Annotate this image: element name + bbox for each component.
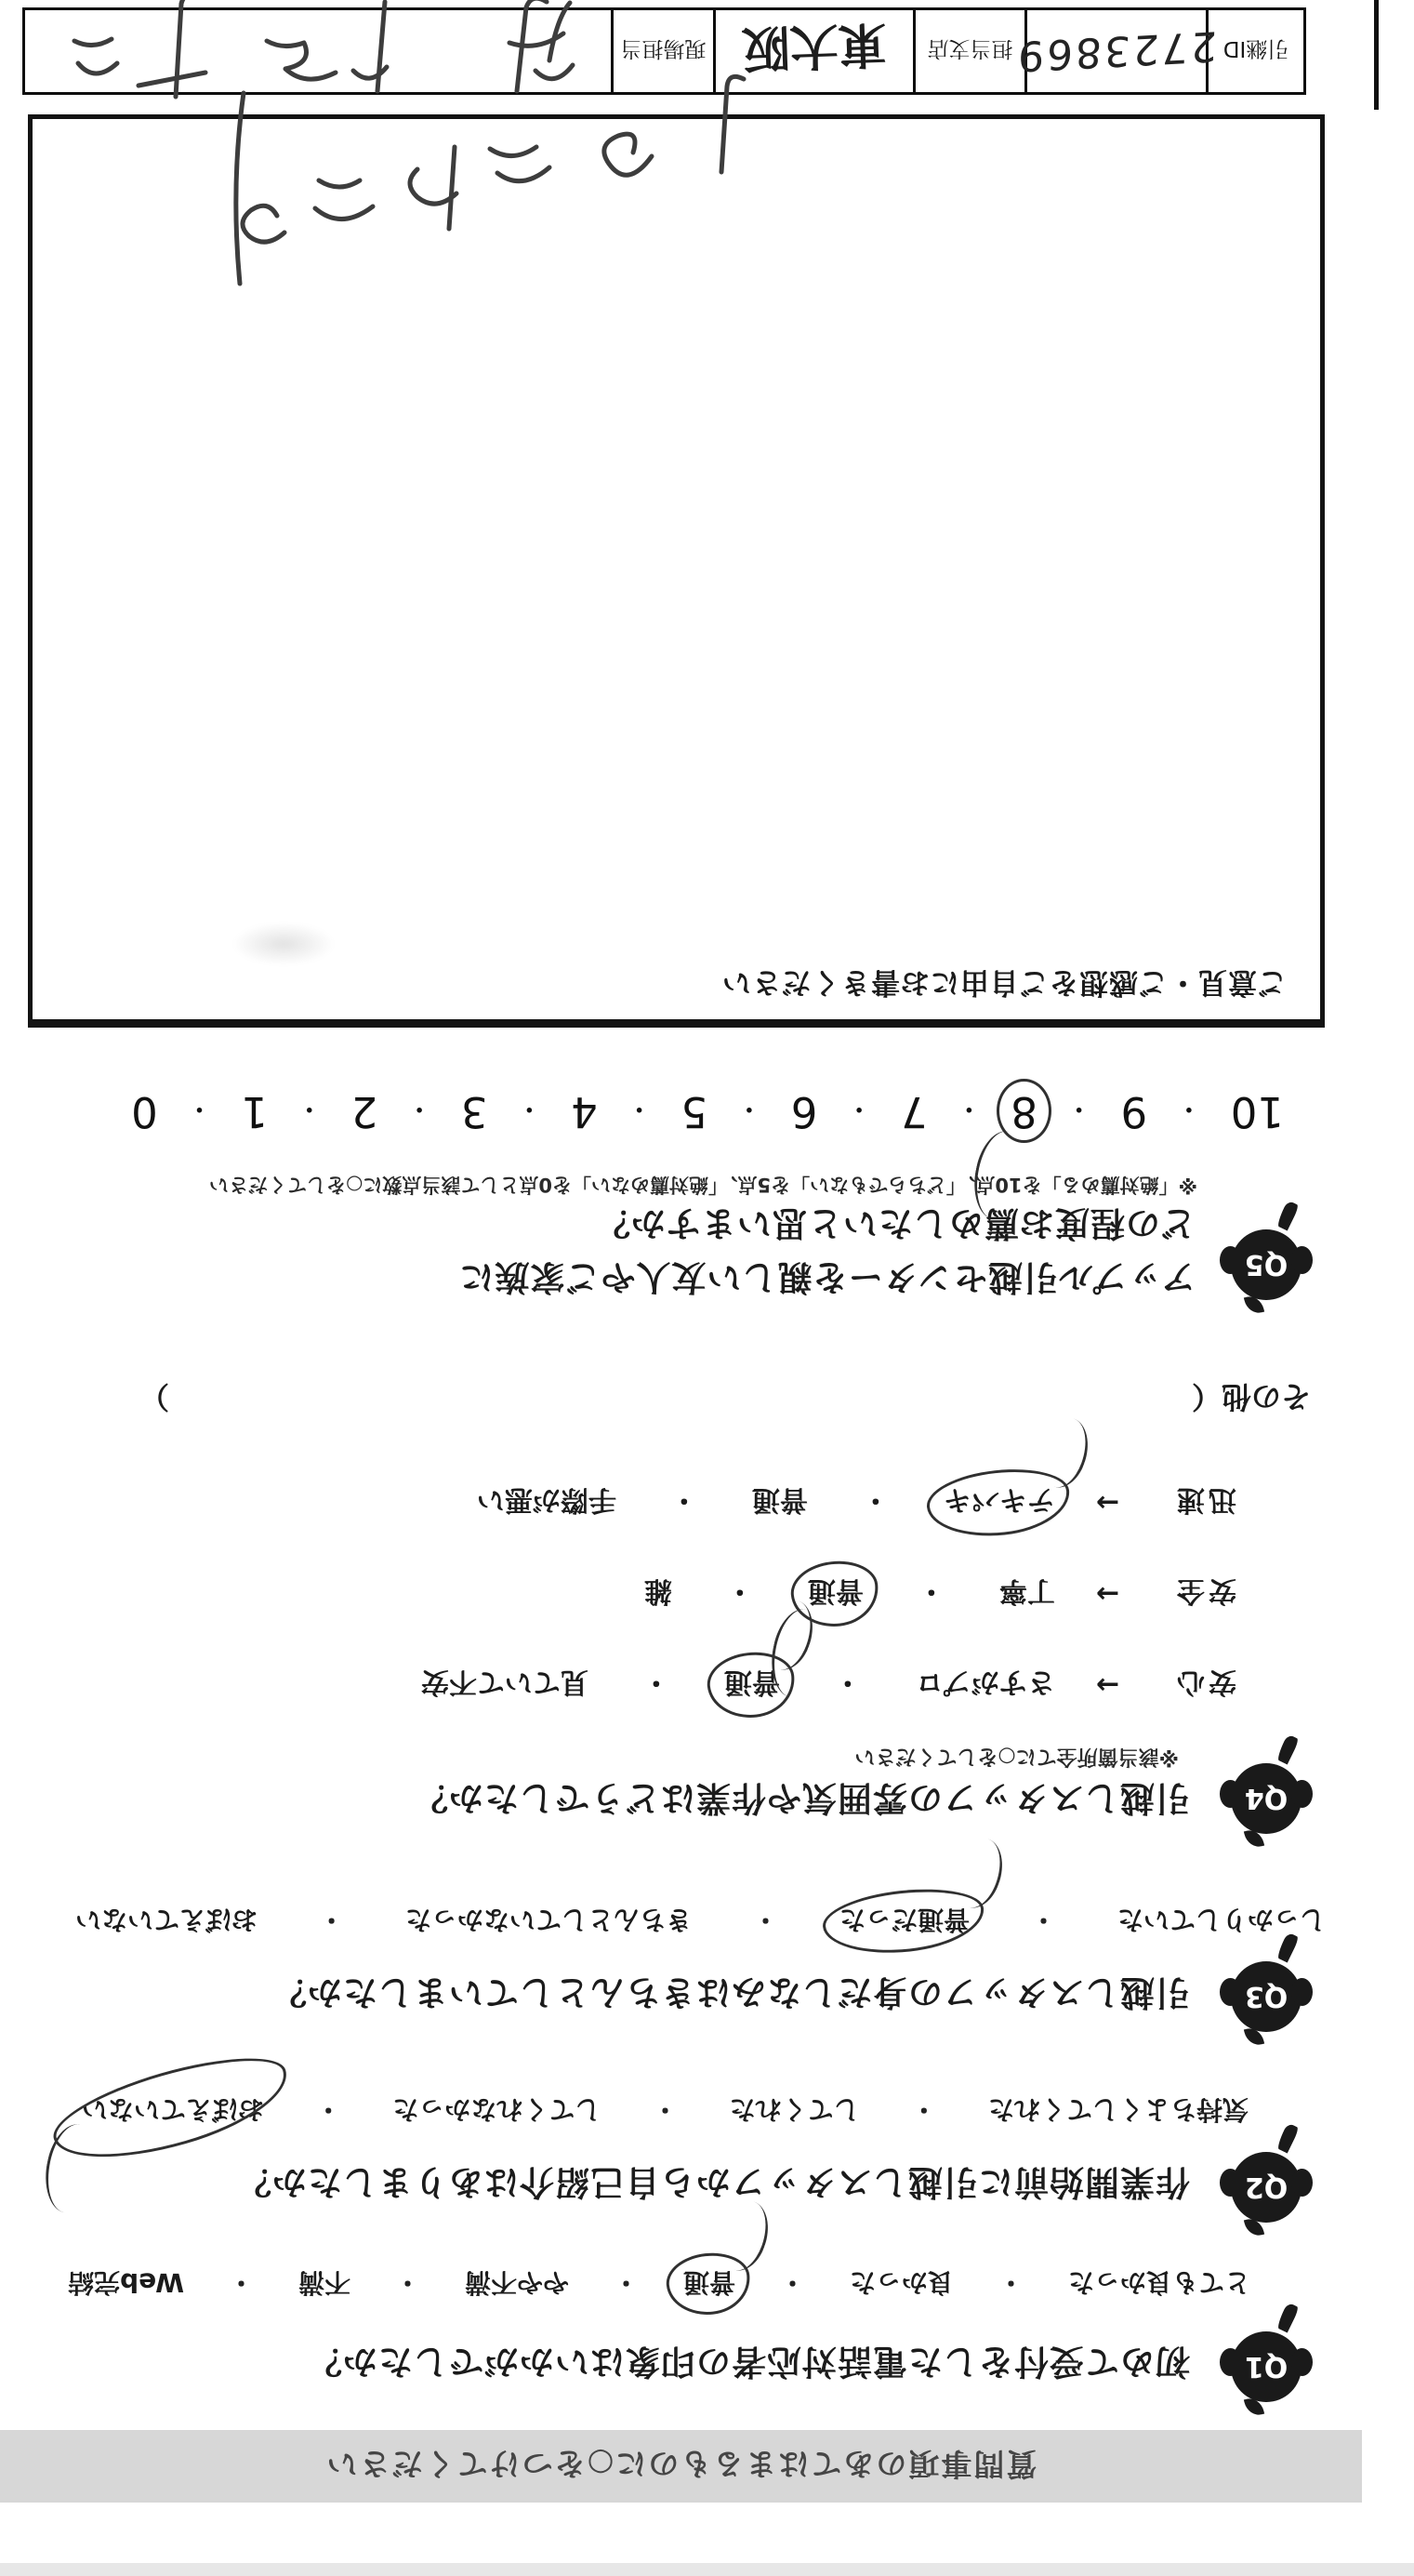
- option-separator: ・: [669, 1483, 698, 1516]
- arrow-icon: →: [1095, 1577, 1119, 1611]
- badge-tail-icon: [1275, 1200, 1300, 1230]
- option-separator: ・: [910, 2094, 937, 2125]
- option-circled: 普通: [808, 1573, 864, 1614]
- scale-number: 10: [1230, 1087, 1284, 1136]
- scale-number-circled: 8: [1011, 1087, 1037, 1136]
- q1-badge: [1231, 2331, 1302, 2402]
- option-separator: ・: [861, 1483, 890, 1516]
- handwritten-branch: 東大阪: [740, 15, 888, 77]
- q5-badge: [1231, 1229, 1302, 1300]
- q5-badge-label: Q5: [1244, 1248, 1288, 1281]
- scale-separator: ・: [955, 1092, 984, 1125]
- option: やや不満: [464, 2267, 569, 2298]
- option: 不満: [297, 2267, 350, 2298]
- scan-smudge: [232, 923, 335, 965]
- q5-score-scale: [131, 1087, 1284, 1136]
- option: 普通: [751, 1483, 808, 1516]
- option: しっかりしていた: [1117, 1905, 1326, 1935]
- scale-separator: ・: [734, 1092, 763, 1125]
- scale-number: 3: [460, 1087, 488, 1136]
- q5-question-line2: どの程度お薦めしたいと思いますか？: [595, 1203, 1196, 1243]
- option: 良かった: [849, 2267, 954, 2298]
- scale-number: 9: [1120, 1087, 1148, 1136]
- option: してくれなかった: [392, 2094, 601, 2125]
- comment-box-label: ご意見・ご感想をご自由にお書きください: [721, 965, 1287, 999]
- badge-leaf-icon: [1244, 2025, 1264, 2048]
- q4-badge: [1231, 1763, 1302, 1834]
- other-paren-close: ）: [139, 1379, 169, 1414]
- q3-badge: [1231, 1961, 1302, 2032]
- scale-number: 7: [900, 1087, 928, 1136]
- instruction-banner: [0, 2430, 1362, 2503]
- option-circled: おぼえていない: [82, 2092, 264, 2130]
- scale-number: 4: [571, 1087, 598, 1136]
- badge-tail-icon: [1275, 2122, 1300, 2153]
- field-label-staff: 現場担当: [611, 10, 713, 92]
- option-separator: ・: [318, 1905, 345, 1935]
- option: とても良かった: [1067, 2267, 1250, 2298]
- option-separator: ・: [998, 2267, 1024, 2298]
- scan-artifact-line: [1374, 0, 1379, 110]
- other-label: その他: [1221, 1379, 1311, 1414]
- option-circled: 普通: [683, 2265, 735, 2303]
- option-separator: ・: [752, 1905, 779, 1935]
- scale-number: 1: [241, 1087, 268, 1136]
- row-label: 迅速: [1173, 1483, 1236, 1516]
- option-circled: テキパキ: [944, 1482, 1055, 1523]
- q4-note: ※該当箇所全てに○をしてください: [854, 1745, 1179, 1768]
- option-separator: ・: [652, 2094, 679, 2125]
- field-label-handover-id: 引継ID: [1206, 10, 1303, 92]
- scale-number: 0: [131, 1087, 158, 1136]
- arrow-icon: →: [1095, 1486, 1119, 1520]
- badge-leaf-icon: [1244, 2216, 1264, 2238]
- handwritten-id: 2723869: [1014, 21, 1219, 81]
- option: 雑: [643, 1574, 672, 1607]
- scale-number: 2: [350, 1087, 378, 1136]
- scale-number: 5: [681, 1087, 708, 1136]
- option: さすがプロ: [915, 1666, 1055, 1698]
- option: 見ていて不安: [420, 1666, 588, 1698]
- option-separator: ・: [315, 2094, 342, 2125]
- q2-badge-label: Q2: [1244, 2171, 1288, 2204]
- option-separator: ・: [779, 2267, 806, 2298]
- field-value-staff-handwritten: [25, 10, 611, 92]
- q3-badge-label: Q3: [1244, 1980, 1288, 2013]
- arrow-icon: →: [1095, 1668, 1119, 1702]
- q4-question: 引越しスタッフの雰囲気や作業はどうでしたか？: [413, 1778, 1190, 1818]
- q3-question: 引越しスタッフの身だしなみはきちんとしていましたか？: [271, 1972, 1190, 2012]
- scan-edge-strip: [0, 2563, 1414, 2576]
- option-separator: ・: [725, 1574, 754, 1607]
- option-separator: ・: [394, 2267, 421, 2298]
- badge-leaf-icon: [1244, 1294, 1264, 1316]
- q1-question: 初めて受付をした電話対応者の印象はいかがでしたか？: [307, 2342, 1190, 2382]
- q2-options: [82, 2092, 1249, 2130]
- row-label: 安心: [1173, 1666, 1236, 1698]
- q2-question: 作業開始前に引越しスタッフから自己紹介はありましたか？: [236, 2162, 1190, 2202]
- scale-separator: ・: [185, 1092, 214, 1125]
- option-separator: ・: [641, 1666, 670, 1698]
- q4-row-anshin: [421, 1665, 1236, 1706]
- badge-leaf-icon: [1244, 2396, 1264, 2418]
- option: Web完結: [68, 2267, 184, 2298]
- scale-separator: ・: [1174, 1092, 1203, 1125]
- q1-options: [68, 2265, 1250, 2303]
- row-label: 安全: [1173, 1574, 1236, 1607]
- option-circled: 普通だった: [839, 1903, 970, 1940]
- q5-question-line1: アップル引越センターを親しい友人やご家族に: [458, 1257, 1196, 1297]
- option-separator: ・: [833, 1666, 862, 1698]
- q5-note: ※「絶対薦める」を10点、「どちらでもない」を5点、「絶対薦めない」を0点として該当点数に○をしてください: [209, 1174, 1197, 1196]
- field-value-handover-id: [1014, 10, 1219, 92]
- q2-badge: [1231, 2152, 1302, 2223]
- other-paren-open: （: [1191, 1379, 1222, 1414]
- q4-badge-label: Q4: [1244, 1782, 1288, 1815]
- scale-separator: ・: [405, 1092, 434, 1125]
- option: おぼえていない: [75, 1905, 258, 1935]
- badge-tail-icon: [1275, 1733, 1300, 1764]
- q4-row-jinsoku: [477, 1482, 1236, 1523]
- q4-row-anzen: [644, 1573, 1236, 1614]
- option: してくれた: [729, 2094, 860, 2125]
- option: きちんとしていなかった: [405, 1905, 693, 1935]
- option-separator: ・: [1030, 1905, 1057, 1935]
- scale-separator: ・: [625, 1092, 654, 1125]
- instruction-banner-text: 質問事項のあてはまるものに○をつけてください: [324, 2446, 1037, 2483]
- field-label-branch: 担当支店: [913, 10, 1024, 92]
- scale-separator: ・: [1064, 1092, 1093, 1125]
- q4-other-field: [139, 1377, 1311, 1420]
- option-separator: ・: [228, 2267, 255, 2298]
- scale-separator: ・: [845, 1092, 874, 1125]
- badge-leaf-icon: [1244, 1827, 1264, 1850]
- option: 丁寧: [998, 1574, 1055, 1607]
- handover-info-table: [22, 7, 1306, 95]
- option-separator: ・: [917, 1574, 945, 1607]
- badge-tail-icon: [1275, 2302, 1300, 2332]
- option-separator: ・: [613, 2267, 640, 2298]
- field-value-branch: [713, 10, 913, 92]
- scale-separator: ・: [515, 1092, 544, 1125]
- option-circled: 普通: [724, 1665, 780, 1706]
- scale-number: 6: [790, 1087, 818, 1136]
- comment-box: [28, 114, 1325, 1028]
- q1-badge-label: Q1: [1244, 2350, 1288, 2383]
- option: 手際が悪い: [476, 1483, 616, 1516]
- q3-options: [75, 1903, 1326, 1940]
- option: 気持ちよくしてくれた: [987, 2094, 1249, 2125]
- scale-separator: ・: [295, 1092, 324, 1125]
